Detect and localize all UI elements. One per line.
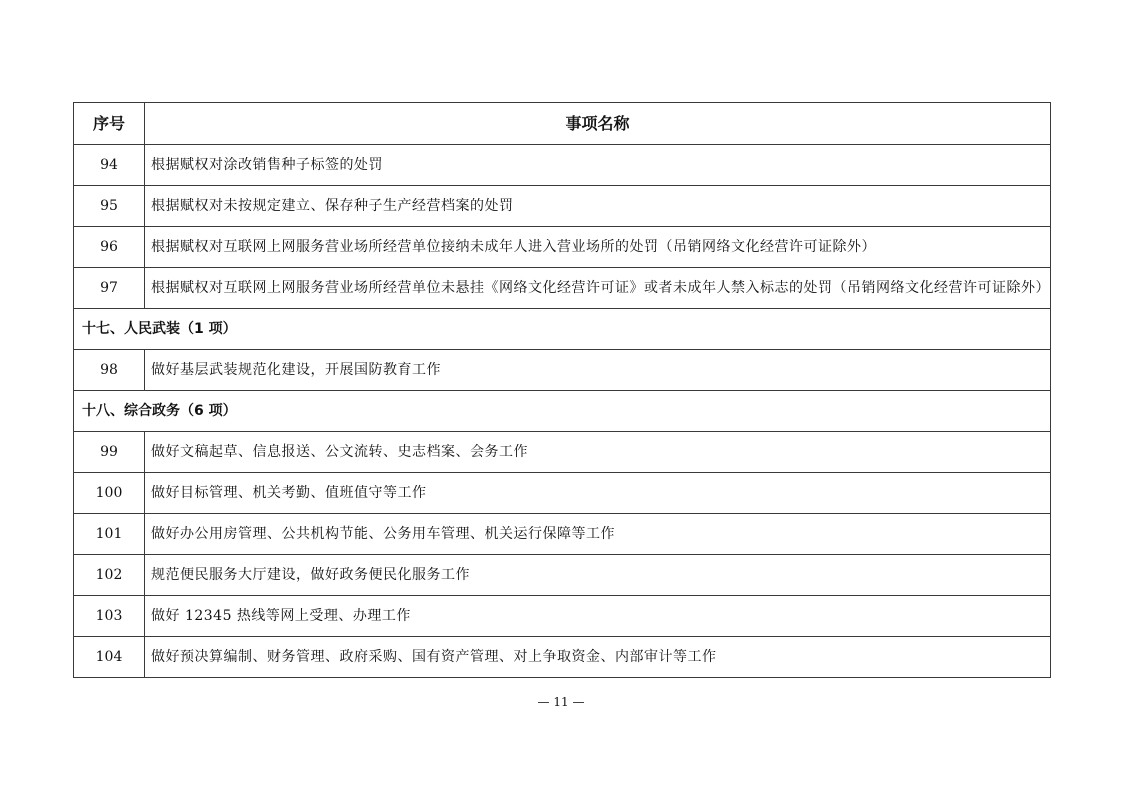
table-row (74, 350, 1051, 391)
serial-number-cell: 100 (74, 473, 145, 514)
item-name-cell: 做好目标管理、机关考勤、值班值守等工作 (145, 473, 1051, 514)
matters-table (73, 102, 1051, 678)
serial-number-cell: 94 (74, 145, 145, 186)
item-name-cell: 做好基层武装规范化建设，开展国防教育工作 (145, 350, 1051, 391)
section-row (74, 309, 1051, 350)
table-row (74, 268, 1051, 309)
section-title: 十八、综合政务（6 项） (74, 391, 1051, 432)
table-header-row (74, 103, 1051, 145)
serial-number-cell: 103 (74, 596, 145, 637)
item-name-cell: 做好 12345 热线等网上受理、办理工作 (145, 596, 1051, 637)
table-row (74, 432, 1051, 473)
section-row (74, 391, 1051, 432)
item-name-cell: 规范便民服务大厅建设，做好政务便民化服务工作 (145, 555, 1051, 596)
item-name-cell: 做好预决算编制、财务管理、政府采购、国有资产管理、对上争取资金、内部审计等工作 (145, 637, 1051, 678)
section-title: 十七、人民武装（1 项） (74, 309, 1051, 350)
item-name-cell: 做好办公用房管理、公共机构节能、公务用车管理、机关运行保障等工作 (145, 514, 1051, 555)
item-name-cell: 根据赋权对互联网上网服务营业场所经营单位接纳未成年人进入营业场所的处罚（吊销网络文化经营许可证除外） (145, 227, 1051, 268)
table-row (74, 227, 1051, 268)
serial-number-cell: 104 (74, 637, 145, 678)
table-row (74, 473, 1051, 514)
serial-number-cell: 98 (74, 350, 145, 391)
table-row (74, 145, 1051, 186)
item-name-cell: 根据赋权对涂改销售种子标签的处罚 (145, 145, 1051, 186)
serial-number-cell: 95 (74, 186, 145, 227)
table-row (74, 555, 1051, 596)
serial-number-cell: 97 (74, 268, 145, 309)
table-row (74, 186, 1051, 227)
serial-number-cell: 102 (74, 555, 145, 596)
item-name-cell: 做好文稿起草、信息报送、公文流转、史志档案、会务工作 (145, 432, 1051, 473)
serial-number-cell: 101 (74, 514, 145, 555)
item-name-cell: 根据赋权对未按规定建立、保存种子生产经营档案的处罚 (145, 186, 1051, 227)
header-serial-number: 序号 (74, 103, 145, 145)
item-name-cell: 根据赋权对互联网上网服务营业场所经营单位未悬挂《网络文化经营许可证》或者未成年人禁入标志的处罚（吊销网络文化经营许可证除外） (145, 268, 1051, 309)
table-row (74, 514, 1051, 555)
page-number: — 11 — (537, 695, 585, 709)
serial-number-cell: 96 (74, 227, 145, 268)
table-body (74, 145, 1051, 678)
header-item-name: 事项名称 (145, 103, 1051, 145)
table-row (74, 637, 1051, 678)
table-row (74, 596, 1051, 637)
serial-number-cell: 99 (74, 432, 145, 473)
